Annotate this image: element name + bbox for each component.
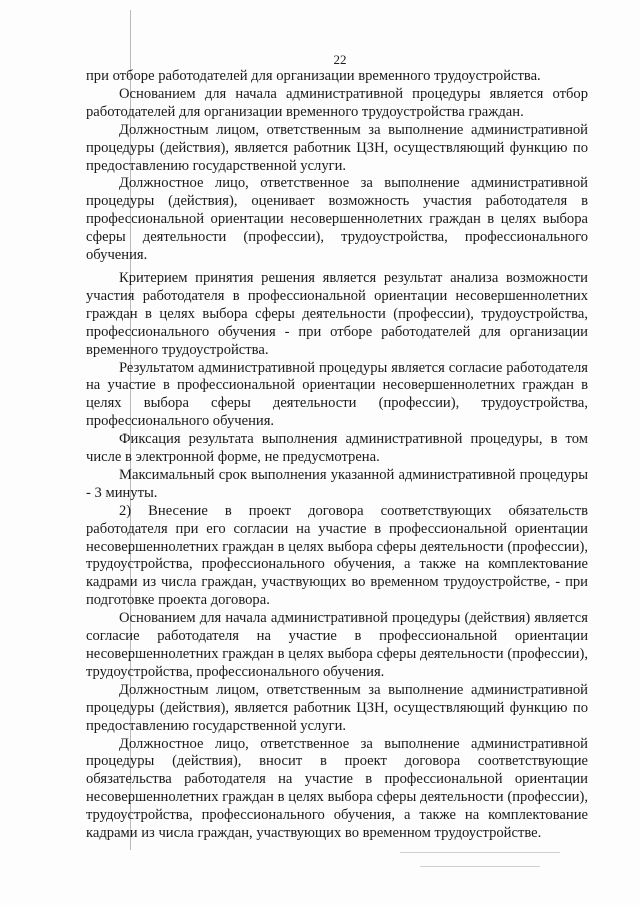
paragraph-continuation: при отборе работодателей для организации временного трудоустройства. — [86, 68, 541, 84]
paragraph-item-2: 2) Внесение в проект договора соответствующих обязательств работодателя при его согласии на участие в профессиональной ориентации несовершеннолетних граждан в целях выбора сферы деятельности (профессии), трудоустройства, профессионального обучения, а также на комплектование кадрами из числа граждан, участвующих во временном трудоустройстве, - при подготовке проекта договора. — [86, 502, 588, 609]
paragraph-responsible-official-2: Должностным лицом, ответственным за выполнение административной процедуры (действия), является работник ЦЗН, осуществляющий функцию по предоставлению государственной услуги. — [86, 681, 588, 734]
paragraph-max-time: Максимальный срок выполнения указанной административной процедуры - 3 минуты. — [86, 466, 588, 501]
paragraph-result: Результатом административной процедуры является согласие работодателя на участие в профессиональной ориентации несовершеннолетних граждан в целях выбора сферы деятельности (профессии), трудоустройства, профессионального обучения. — [86, 359, 588, 430]
paragraph-decision-criterion: Критерием принятия решения является результат анализа возможности участия работодателя в профессиональной ориентации несовершеннолетних граждан в целях выбора сферы деятельности (профессии), трудоустройства, профессионального обучения - при отборе работодателей для организации временного трудоустройства. — [86, 269, 588, 358]
scan-speck — [400, 852, 560, 853]
document-body — [86, 68, 588, 843]
paragraph-basis-2: Основанием для начала административной процедуры (действия) является согласие работодателя на участие в профессиональной ориентации несовершеннолетних граждан в целях выбора сферы деятельности (профессии), трудоустройства, профессионального обучения. — [86, 610, 588, 680]
paragraph-official-action-2: Должностное лицо, ответственное за выполнение административной процедуры (действия), вносит в проект договора соответствующие обязательства работодателя на участие в профессиональной ориентации несовершеннолетних граждан в целях выбора сферы деятельности (профессии), трудоустройства, профессионального обучения, а также на комплектование кадрами из числа граждан, участвующих во временном трудоустройстве. — [86, 735, 588, 842]
paragraph-official-assessment: Должностное лицо, ответственное за выполнение административной процедуры (действия), оценивает возможность участия работодателя в профессиональной ориентации несовершеннолетних граждан в целях выбора сферы деятельности (профессии), трудоустройства, профессионального обучения. — [86, 175, 588, 264]
paragraph-fixation: Фиксация результата выполнения административной процедуры, в том числе в электронной форме, не предусмотрена. — [86, 431, 588, 466]
page-number: 22 — [333, 52, 347, 67]
paragraph-responsible-official: Должностным лицом, ответственным за выполнение административной процедуры (действия), является работник ЦЗН, осуществляющий функцию по предоставлению государственной услуги. — [86, 121, 588, 174]
paragraph-basis: Основанием для начала административной процедуры является отбор работодателей для организации временного трудоустройства граждан. — [86, 85, 588, 120]
scan-speck — [420, 866, 540, 867]
